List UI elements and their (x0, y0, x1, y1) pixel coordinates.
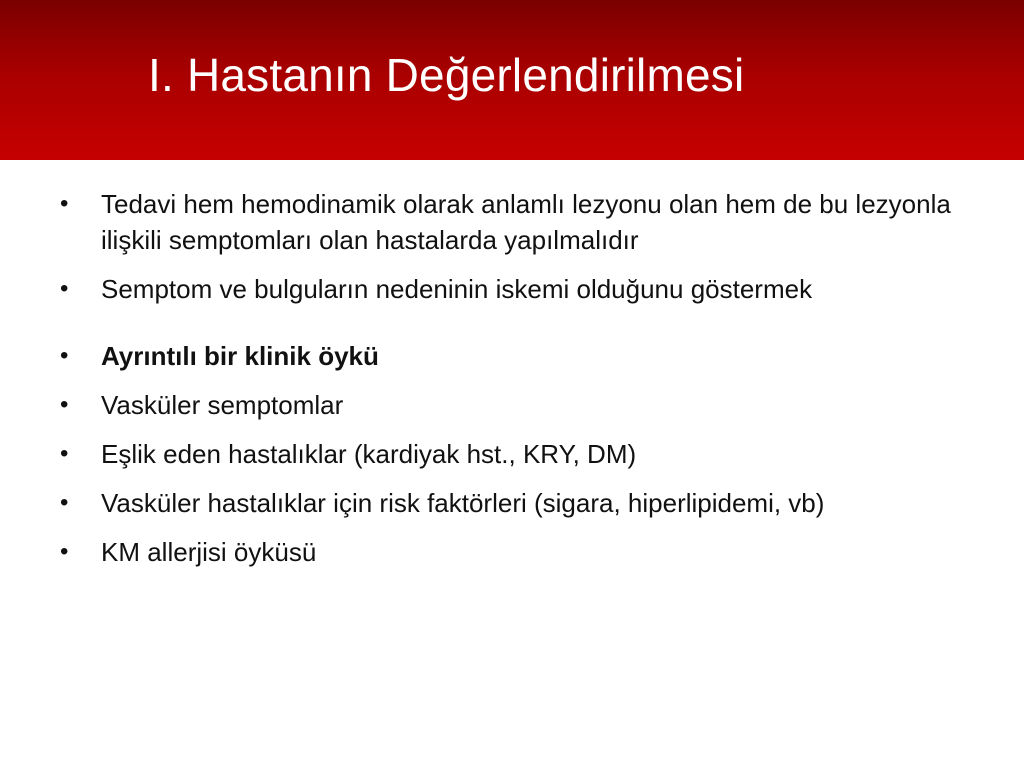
bullet-text: Eşlik eden hastalıklar (kardiyak hst., KRY, DM) (101, 439, 637, 469)
bullet-text: Vasküler hastalıklar için risk faktörleri (sigara, hiperlipidemi, vb) (101, 488, 825, 518)
bullet-icon: • (60, 440, 69, 467)
bullet-item-treatment (60, 186, 980, 258)
bullet-icon: • (60, 342, 69, 369)
bullet-icon: • (60, 538, 69, 565)
bullet-item-clinical-history (60, 338, 980, 374)
bullet-text: Tedavi hem hemodinamik olarak anlamlı lezyonu olan hem de bu lezyonla ilişkili semptomları olan hastalarda yapılmalıdır (101, 189, 951, 255)
bullet-icon: • (60, 275, 69, 302)
slide-title: I. Hastanın Değerlendirilmesi (148, 49, 745, 101)
bullet-icon: • (60, 190, 69, 217)
bullet-icon: • (60, 489, 69, 516)
bullet-list (60, 186, 980, 570)
bullet-item-risk-factors (60, 485, 980, 521)
bullet-text: Vasküler semptomlar (101, 390, 344, 420)
bullet-text: Ayrıntılı bir klinik öykü (101, 341, 379, 371)
bullet-icon: • (60, 391, 69, 418)
bullet-text: KM allerjisi öyküsü (101, 537, 317, 567)
bullet-item-vascular-symptoms (60, 387, 980, 423)
title-bar (0, 0, 1024, 160)
bullet-item-comorbidities (60, 436, 980, 472)
bullet-item-contrast-allergy (60, 534, 980, 570)
bullet-text: Semptom ve bulguların nedeninin iskemi olduğunu göstermek (101, 274, 813, 304)
bullet-item-ischemia (60, 271, 980, 307)
